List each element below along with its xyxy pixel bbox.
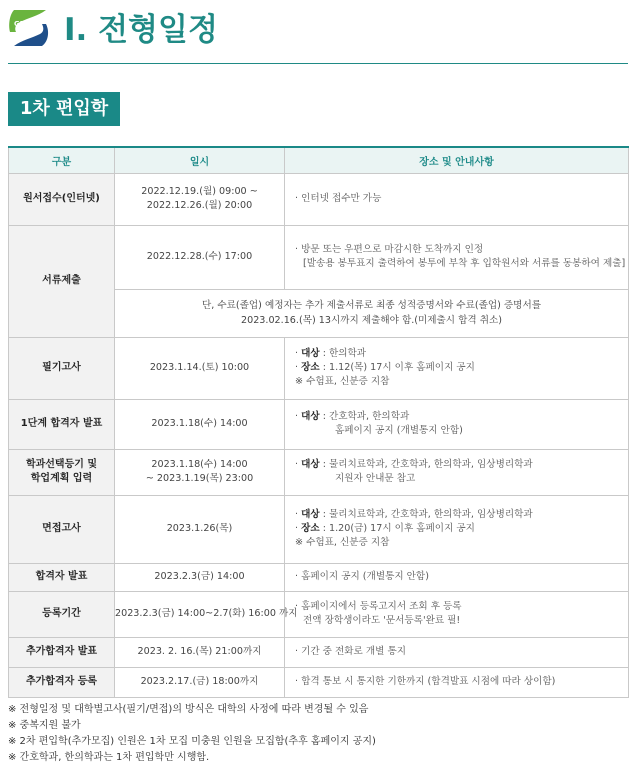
row-date [115,667,285,697]
info-line: 홈페이지 공지 (개별통지 안함) [335,425,463,436]
row-info [285,173,629,225]
info-line: · 홈페이지에서 등록고지서 조회 후 등록 [295,601,462,612]
bullet: · [295,523,302,534]
row-note [115,289,629,337]
table-row [9,637,629,667]
info-value: : 물리치료학과, 간호학과, 한의학과, 임상병리학과 [319,509,533,520]
footnote: ※ 2차 편입학(추가모집) 인원은 1차 모집 미충원 인원을 모집함(추후 홈페이지 공지) [8,736,376,747]
date-line: 2023.2.17.(금) 18:00까지 [140,676,259,687]
category-line: 학업계획 입력 [30,473,93,484]
row-category: 합격자 발표 [9,563,115,591]
info-line [295,522,628,536]
info-line [295,347,628,361]
row-info [285,449,629,495]
note-line: 2023.02.16.(목) 13시까지 제출해야 함.(미제출시 합격 취소) [240,315,502,326]
table-row [9,399,629,449]
bullet: · [295,459,302,470]
info-line: · 홈페이지 공지 (개별통지 안함) [295,571,429,582]
info-line [295,458,628,472]
date-line: 2023. 2. 16.(목) 21:00까지 [137,646,262,657]
footnote: ※ 간호학과, 한의학과는 1차 편입학만 시행함. [8,752,210,763]
genso-logo-icon [8,6,52,50]
info-value: : 한의학과 [319,348,367,359]
row-category: 1단계 합격자 발표 [9,399,115,449]
row-info [285,337,629,399]
row-category: 서류제출 [9,225,115,337]
row-info [285,495,629,563]
info-key: 장소 [301,523,320,534]
info-line: · 합격 통보 시 통지한 기한까지 (합격발표 시점에 따라 상이함) [295,676,556,687]
date-line: 2022.12.19.(월) 09:00 ~ [141,186,258,197]
row-date [115,563,285,591]
row-category: 원서접수(인터넷) [9,173,115,225]
info-line: ※ 수험표, 신분증 지참 [295,376,390,387]
table-row [9,449,629,495]
date-line: 2023.2.3(금) 14:00 [154,571,245,582]
info-line [295,508,628,522]
row-date [115,495,285,563]
date-line: 2023.2.3(금) 14:00~2.7(화) 16:00 까지 [115,608,298,619]
table-row [9,173,629,225]
header-category: 구분 [9,147,115,173]
row-date [115,637,285,667]
row-info [285,225,629,289]
footnotes [8,702,628,766]
row-category: 추가합격자 등록 [9,667,115,697]
footnote: ※ 전형일정 및 대학별고사(필기/면접)의 방식은 대학의 사정에 따라 변경될 수 있음 [8,704,369,715]
info-value: : 1.12(목) 17시 이후 홈페이지 공지 [319,362,475,373]
row-info [285,399,629,449]
info-line: ※ 수험표, 신분증 지참 [295,537,390,548]
info-value: : 1.20(금) 17시 이후 홈페이지 공지 [319,523,475,534]
info-line: · 방문 또는 우편으로 마감시한 도착까지 인정 [295,244,484,255]
date-line: 2022.12.28.(수) 17:00 [146,251,253,262]
info-line: · 인터넷 접수만 가능 [295,193,382,204]
table-row [9,495,629,563]
bullet: · [295,362,302,373]
row-info [285,637,629,667]
table-header-row [9,147,629,173]
section-badge: 1차 편입학 [8,92,120,126]
info-key: 장소 [301,362,320,373]
info-line [295,361,628,375]
bullet: · [295,348,302,359]
header-info: 장소 및 안내사항 [285,147,629,173]
date-line: ~ 2023.1.19(목) 23:00 [145,473,254,484]
info-value: : 간호학과, 한의학과 [319,411,410,422]
row-date [115,591,298,637]
row-category: 면접고사 [9,495,115,563]
info-line: · 기간 중 전화로 개별 통지 [295,646,406,657]
info-line: 전액 장학생이라도 '문서등록'완료 필! [303,615,461,626]
category-line: 학과선택등기 및 [25,459,98,470]
table-row [9,337,629,399]
page-title: I. 전형일정 [64,12,218,48]
info-key: 대상 [301,459,320,470]
row-date [115,337,285,399]
row-date [115,399,285,449]
row-category [9,449,115,495]
row-date [115,173,285,225]
date-line: 2023.1.18(수) 14:00 [151,459,248,470]
info-key: 대상 [301,348,320,359]
table-row [9,591,629,637]
row-date [115,449,285,495]
table-row [9,225,629,289]
bullet: · [295,411,302,422]
title-divider [8,63,628,64]
date-line: 2023.1.14.(토) 10:00 [149,362,250,373]
date-line: 2022.12.26.(월) 20:00 [146,200,253,211]
row-category: 등록기간 [9,591,115,637]
info-line [295,410,628,424]
info-value: : 물리치료학과, 간호학과, 한의학과, 임상병리학과 [319,459,533,470]
page-header [0,0,632,64]
row-date [115,225,285,289]
note-line: 단, 수료(졸업) 예정자는 추가 제출서류로 최종 성적증명서와 수료(졸업) 증명서를 [202,300,541,311]
row-info [285,667,629,697]
header-date: 일시 [115,147,285,173]
date-line: 2023.1.26(목) [166,523,233,534]
bullet: · [295,509,302,520]
row-info [285,563,629,591]
row-category: 필기고사 [9,337,115,399]
table-row [9,667,629,697]
info-key: 대상 [301,509,320,520]
footnote: ※ 중복지원 불가 [8,720,81,731]
row-category: 추가합격자 발표 [9,637,115,667]
logo-text: GENSO [14,20,42,28]
info-line: 지원자 안내문 참고 [335,473,416,484]
row-info [285,591,629,637]
info-line: [발송용 봉투표지 출력하여 봉투에 부착 후 입학원서와 서류를 동봉하여 제출] [303,258,626,269]
date-line: 2023.1.18(수) 14:00 [151,418,248,429]
schedule-table [8,146,629,698]
table-row [9,563,629,591]
info-key: 대상 [301,411,320,422]
